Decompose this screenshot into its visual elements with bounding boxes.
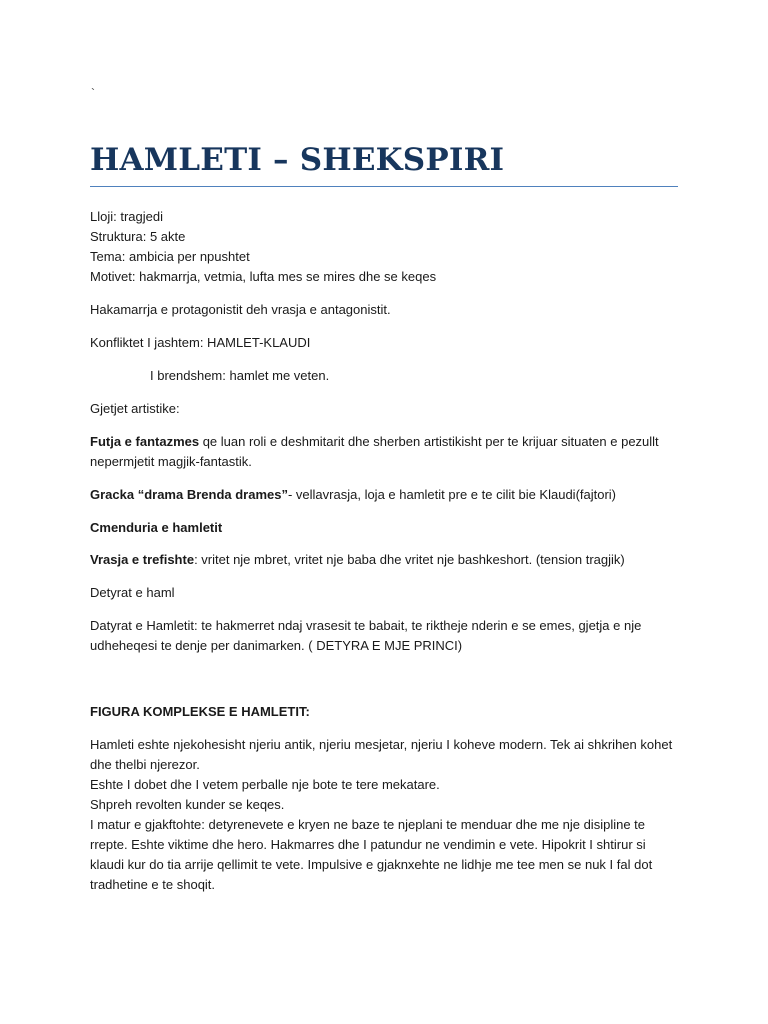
info-block: [90, 207, 680, 287]
figura-block: [90, 735, 680, 895]
cmenduria-bold: Cmenduria e hamletit: [90, 520, 223, 535]
paragraph-hakamarrja: [90, 300, 680, 320]
document-title: HAMLETI – SHEKSPIRI: [90, 142, 505, 178]
figura-heading-text: FIGURA KOMPLEKSE E HAMLETIT:: [90, 704, 310, 719]
paragraph-detyrat-short: [90, 583, 680, 603]
paragraph-konflikti-brendshem: [150, 366, 740, 386]
paragraph-gracka: [90, 485, 680, 505]
figura-line: Hamleti eshte njekohesisht njeriu antik, njeriu mesjetar, njeriu I koheve modern. Tek ai shkrihen kohet dhe thelbi njerezor.: [90, 737, 673, 772]
figura-line: Shpreh revolten kunder se keqes.: [90, 797, 285, 812]
gracka-bold: Gracka “drama Brenda drames”: [90, 487, 288, 502]
detyrat-short-text: Detyrat e haml: [90, 585, 175, 600]
paragraph-datyrat: [90, 616, 680, 656]
title-underline: [90, 186, 678, 187]
info-struktura: Struktura: 5 akte: [90, 229, 186, 244]
datyrat-text: Datyrat e Hamletit: te hakmerret ndaj vrasesit te babait, te riktheje nderin e se emes, gjetja e nje udheheqesi te denje per danimarken. ( DETYRA E MJE PRINCI): [90, 618, 642, 653]
figura-heading: [90, 702, 680, 722]
vrasja-rest: : vritet nje mbret, vritet nje baba dhe vritet nje bashkeshort. (tension tragjik): [194, 552, 625, 567]
info-motivet: Motivet: hakmarrja, vetmia, lufta mes se mires dhe se keqes: [90, 269, 437, 284]
futja-rest: qe luan roli e deshmitarit dhe sherben artistikisht per te krijuar situaten e pezullt nepermjetit magjik-fantastik.: [90, 434, 659, 469]
paragraph-cmenduria: [90, 518, 680, 538]
konflikti-jashtem-text: Konfliktet I jashtem: HAMLET-KLAUDI: [90, 335, 311, 350]
stray-mark: `: [91, 86, 95, 100]
paragraph-gjetjet: [90, 399, 680, 419]
figura-line: I matur e gjakftohte: detyrenevete e kryen ne baze te njeplani te menduar dhe me nje disipline te rrepte. Eshte viktime dhe hero. Hakmarres dhe I patundur ne vendimin e vete. Hipokrit I shtirur si klaudi kur do tia arrije qellimit te vete. Impulsive e gjaknxehte ne lidhje me tee men se nuk I fal dot tradhetine e te shoqit.: [90, 817, 653, 892]
info-lloji: Lloji: tragjedi: [90, 209, 163, 224]
hakamarrja-text: Hakamarrja e protagonistit deh vrasja e antagonistit.: [90, 302, 391, 317]
konflikti-brendshem-text: I brendshem: hamlet me veten.: [150, 368, 330, 383]
paragraph-konflikti-jashtem: [90, 333, 680, 353]
futja-bold: Futja e fantazmes: [90, 434, 200, 449]
info-tema: Tema: ambicia per npushtet: [90, 249, 250, 264]
gracka-rest: - vellavrasja, loja e hamletit pre e te cilit bie Klaudi(fajtori): [287, 487, 617, 502]
vrasja-bold: Vrasja e trefishte: [90, 552, 195, 567]
paragraph-vrasja: [90, 550, 680, 570]
paragraph-futja: [90, 432, 680, 472]
gjetjet-text: Gjetjet artistike:: [90, 401, 180, 416]
figura-line: Eshte I dobet dhe I vetem perballe nje bote te tere mekatare.: [90, 777, 440, 792]
